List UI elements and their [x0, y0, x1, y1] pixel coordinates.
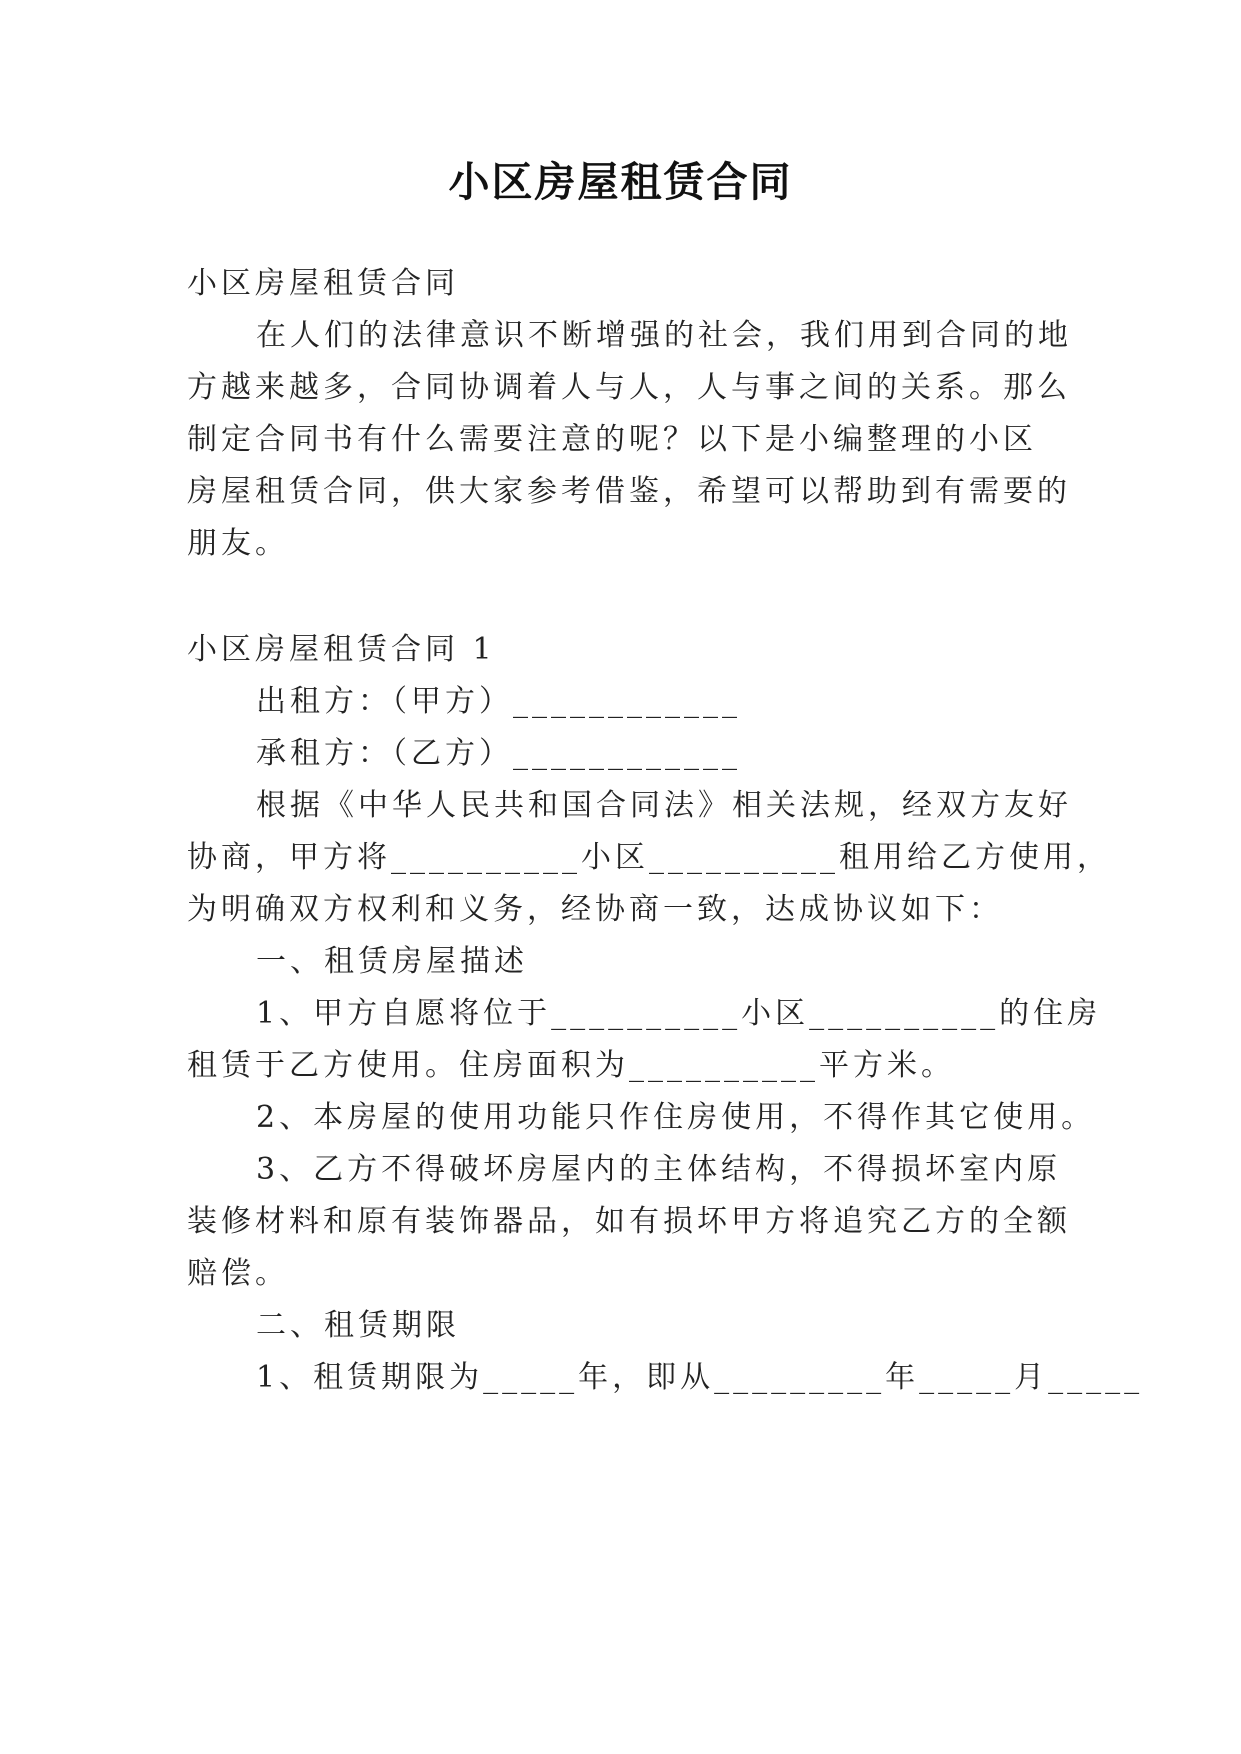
contract-heading: 小区房屋租赁合同 1 [187, 632, 496, 667]
clause-line: 3、乙方不得破坏房屋内的主体结构，不得损坏室内原 [256, 1152, 1062, 1187]
intro-line: 房屋租赁合同，供大家参考借鉴，希望可以帮助到有需要的 [187, 474, 1071, 509]
clause-line: 2、本房屋的使用功能只作住房使用，不得作其它使用。 [256, 1100, 1096, 1135]
clause-line: 1、租赁期限为_____年，即从_________年_____月_____ [256, 1360, 1144, 1395]
clause-heading: 一、租赁房屋描述 [256, 944, 528, 979]
intro-line: 制定合同书有什么需要注意的呢？以下是小编整理的小区 [187, 422, 1037, 457]
body-line: 根据《中华人民共和国合同法》相关法规，经双方友好 [256, 788, 1072, 823]
intro-line: 朋友。 [187, 526, 289, 561]
intro-line: 方越来越多，合同协调着人与人，人与事之间的关系。那么 [187, 370, 1071, 405]
document-title: 小区房屋租赁合同 [448, 158, 793, 206]
body-line: 协商，甲方将__________小区__________租用给乙方使用， [187, 840, 1111, 875]
body-line: 为明确双方权利和义务，经协商一致，达成协议如下： [187, 892, 1003, 927]
section-heading: 小区房屋租赁合同 [187, 266, 459, 301]
clause-line: 赔偿。 [187, 1256, 289, 1291]
clause-line: 租赁于乙方使用。住房面积为__________平方米。 [187, 1048, 955, 1083]
clause-line: 1、甲方自愿将位于__________小区__________的住房 [256, 996, 1102, 1031]
lessee-field: 承租方：（乙方）____________ [256, 736, 741, 771]
intro-line: 在人们的法律意识不断增强的社会，我们用到合同的地 [256, 318, 1072, 353]
lessor-field: 出租方：（甲方）____________ [256, 684, 741, 719]
clause-heading: 二、租赁期限 [256, 1308, 460, 1343]
clause-line: 装修材料和原有装饰器品，如有损坏甲方将追究乙方的全额 [187, 1204, 1071, 1239]
